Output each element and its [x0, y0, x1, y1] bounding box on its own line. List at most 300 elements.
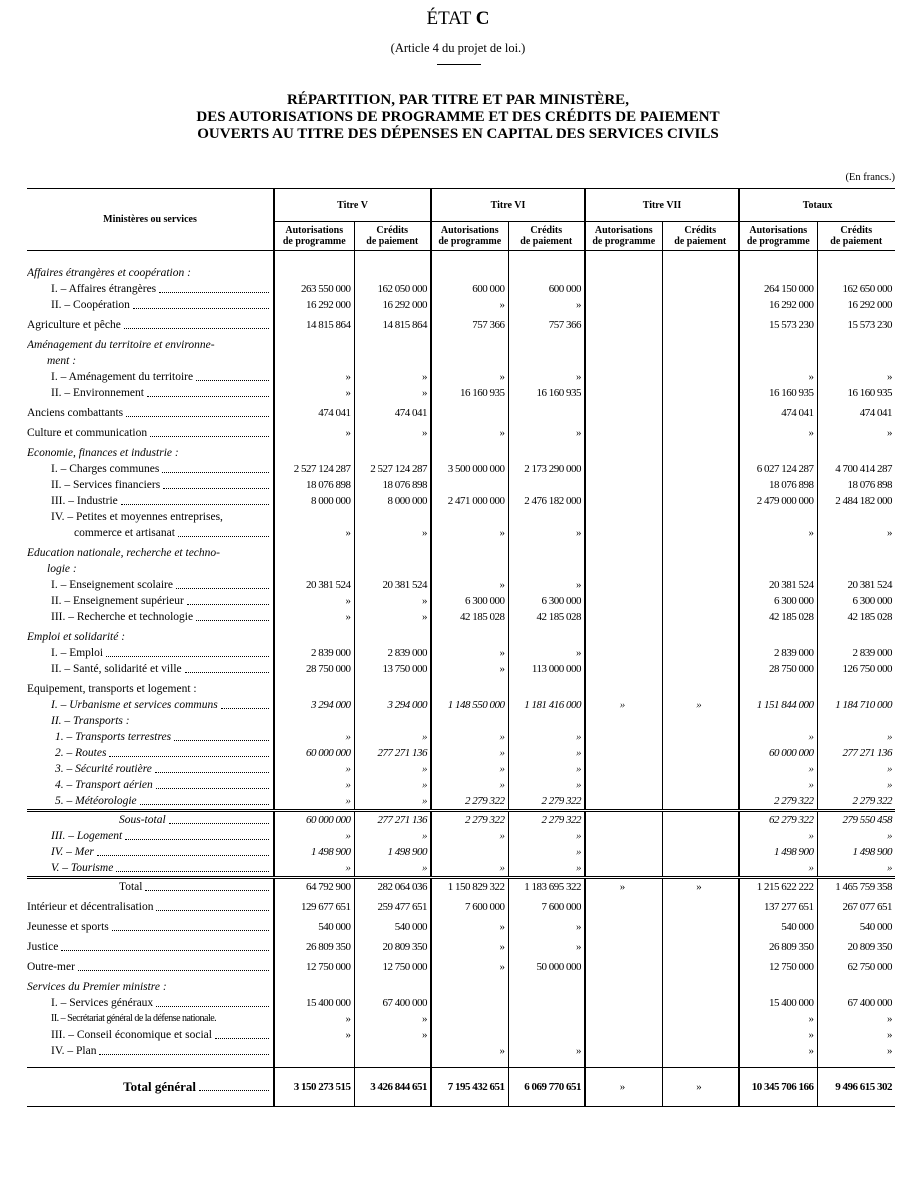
row-label — [27, 777, 273, 793]
value-cell — [585, 493, 662, 509]
header-line: Crédits — [530, 225, 563, 236]
row-label-cell — [27, 493, 274, 509]
value-cell: » — [508, 525, 585, 541]
row-label — [27, 681, 273, 697]
value-cell: 6 300 000 — [817, 593, 895, 609]
value-cell: 60 000 000 — [274, 811, 354, 829]
row-label-cell — [27, 353, 274, 369]
value-cell: 2 279 322 — [817, 793, 895, 811]
row-label — [27, 761, 273, 777]
value-cell — [585, 477, 662, 493]
value-cell — [662, 593, 739, 609]
value-cell: » — [508, 645, 585, 661]
value-cell: » — [354, 369, 431, 385]
table-row — [27, 844, 895, 860]
table-row — [27, 975, 895, 995]
value-cell: 62 750 000 — [817, 955, 895, 975]
row-label-text: III. – Recherche et technologie — [51, 611, 194, 623]
value-cell — [585, 860, 662, 878]
value-cell: » — [354, 761, 431, 777]
row-label — [27, 577, 273, 593]
value-cell: » — [739, 421, 817, 441]
value-cell: » — [739, 777, 817, 793]
value-cell — [662, 297, 739, 313]
value-cell — [739, 333, 817, 353]
table-row — [27, 477, 895, 493]
value-cell: 277 271 136 — [354, 811, 431, 829]
value-cell — [431, 251, 508, 282]
grand-total-value: 10 345 706 166 — [739, 1068, 817, 1107]
column-header-credits — [662, 222, 739, 251]
row-label-text: I. – Services généraux — [51, 997, 154, 1009]
value-cell: » — [817, 860, 895, 878]
value-cell: 20 809 350 — [354, 935, 431, 955]
value-cell: 2 479 000 000 — [739, 493, 817, 509]
value-cell — [274, 333, 354, 353]
row-label — [27, 385, 273, 401]
row-label-cell — [27, 955, 274, 975]
row-label-text: I. – Aménagement du territoire — [51, 371, 194, 383]
table-row — [27, 745, 895, 761]
value-cell: » — [354, 525, 431, 541]
value-cell — [662, 561, 739, 577]
value-cell: 757 366 — [431, 313, 508, 333]
dot-leader — [106, 656, 269, 657]
row-label-cell — [27, 541, 274, 561]
table-row — [27, 609, 895, 625]
table-row — [27, 401, 895, 421]
row-label — [27, 919, 273, 935]
value-cell: » — [817, 369, 895, 385]
row-label — [27, 959, 273, 975]
value-cell — [739, 713, 817, 729]
value-cell: 60 000 000 — [274, 745, 354, 761]
value-cell: 474 041 — [354, 401, 431, 421]
dot-leader — [116, 871, 269, 872]
column-header-credits — [354, 222, 431, 251]
value-cell: » — [274, 761, 354, 777]
spacer-row — [27, 1059, 895, 1068]
value-cell: 1 498 900 — [354, 844, 431, 860]
row-label-text: I. – Urbanisme et services communs — [51, 699, 218, 711]
row-label-text: Services du Premier ministre : — [27, 981, 167, 993]
value-cell — [585, 811, 662, 829]
row-label-cell — [27, 461, 274, 477]
value-cell — [585, 297, 662, 313]
value-cell: » — [274, 421, 354, 441]
row-label-text: II. – Santé, solidarité et ville — [51, 663, 182, 675]
unit-note: (En francs.) — [845, 172, 895, 183]
value-cell: 2 279 322 — [508, 811, 585, 829]
row-label-cell — [27, 1043, 274, 1059]
row-label-cell — [27, 745, 274, 761]
row-label-text: I. – Emploi — [51, 647, 104, 659]
table-row — [27, 1011, 895, 1027]
value-cell — [585, 251, 662, 282]
value-cell: 8 000 000 — [274, 493, 354, 509]
subtotal-row — [27, 811, 895, 829]
value-cell — [817, 333, 895, 353]
row-label — [27, 979, 273, 995]
value-cell — [508, 995, 585, 1011]
row-label-cell — [27, 625, 274, 645]
value-cell: » — [431, 369, 508, 385]
dot-leader — [99, 1054, 269, 1055]
table-row — [27, 333, 895, 353]
table-row — [27, 251, 895, 282]
value-cell — [662, 955, 739, 975]
value-cell: » — [431, 661, 508, 677]
row-label-text: Emploi et solidarité : — [27, 631, 126, 643]
value-cell: 2 279 322 — [508, 793, 585, 811]
row-label-cell — [27, 995, 274, 1011]
value-cell — [354, 541, 431, 561]
row-label-text: Justice — [27, 941, 59, 953]
row-label-cell — [27, 1011, 274, 1027]
row-label-cell — [27, 577, 274, 593]
value-cell — [662, 385, 739, 401]
value-cell: » — [508, 297, 585, 313]
value-cell — [508, 251, 585, 282]
header-line: Crédits — [684, 225, 717, 236]
dot-leader — [156, 788, 269, 789]
row-label-text: II. – Enseignement supérieur — [51, 595, 184, 607]
row-label — [27, 337, 273, 353]
value-cell: 126 750 000 — [817, 661, 895, 677]
value-cell — [662, 461, 739, 477]
etat-heading — [0, 8, 916, 30]
value-cell: 2 471 000 000 — [431, 493, 508, 509]
value-cell — [585, 777, 662, 793]
value-cell: » — [508, 844, 585, 860]
spacer-cell — [817, 1059, 895, 1068]
value-cell: 20 381 524 — [354, 577, 431, 593]
value-cell: » — [508, 761, 585, 777]
row-label-text: Jeunesse et sports — [27, 921, 109, 933]
value-cell: » — [508, 729, 585, 745]
row-label-cell — [27, 761, 274, 777]
value-cell: 26 809 350 — [274, 935, 354, 955]
value-cell — [585, 645, 662, 661]
value-cell: » — [662, 878, 739, 896]
etat-prefix: ÉTAT — [426, 8, 472, 29]
value-cell — [508, 677, 585, 697]
value-cell: 16 160 935 — [431, 385, 508, 401]
value-cell — [354, 561, 431, 577]
row-label-cell — [27, 593, 274, 609]
grand-total-value: » — [585, 1068, 662, 1107]
row-label-text: Equipement, transports et logement : — [27, 683, 197, 695]
dot-leader — [185, 672, 269, 673]
value-cell — [585, 661, 662, 677]
value-cell — [662, 1043, 739, 1059]
value-cell: » — [585, 878, 662, 896]
value-cell — [431, 477, 508, 493]
row-label-text: Sous-total — [119, 814, 166, 826]
value-cell — [431, 353, 508, 369]
value-cell: 20 809 350 — [817, 935, 895, 955]
value-cell: 26 809 350 — [739, 935, 817, 955]
value-cell: 42 185 028 — [431, 609, 508, 625]
value-cell: » — [739, 1027, 817, 1043]
value-cell — [662, 609, 739, 625]
value-cell: » — [431, 421, 508, 441]
row-label-text: logie : — [47, 563, 77, 575]
value-cell: 2 527 124 287 — [274, 461, 354, 477]
value-cell — [662, 493, 739, 509]
table-row — [27, 955, 895, 975]
value-cell — [431, 333, 508, 353]
value-cell: 1 465 759 358 — [817, 878, 895, 896]
row-label-text: Economie, finances et industrie : — [27, 447, 179, 459]
value-cell — [354, 509, 431, 525]
row-label-text: IV. – Plan — [51, 1045, 97, 1057]
value-cell: » — [274, 385, 354, 401]
value-cell — [662, 793, 739, 811]
value-cell: » — [817, 1011, 895, 1027]
row-label-text: I. – Enseignement scolaire — [51, 579, 173, 591]
value-cell — [585, 955, 662, 975]
value-cell — [354, 441, 431, 461]
row-label — [27, 629, 273, 645]
value-cell — [354, 975, 431, 995]
value-cell: » — [431, 860, 508, 878]
value-cell — [274, 625, 354, 645]
value-cell — [662, 713, 739, 729]
value-cell — [817, 441, 895, 461]
value-cell — [354, 333, 431, 353]
value-cell: » — [354, 828, 431, 844]
spacer-cell — [739, 1059, 817, 1068]
value-cell: 2 527 124 287 — [354, 461, 431, 477]
spacer-cell — [431, 1059, 508, 1068]
row-label-text: 3. – Sécurité routière — [55, 763, 152, 775]
header-line: Crédits — [376, 225, 409, 236]
value-cell — [817, 561, 895, 577]
value-cell — [431, 441, 508, 461]
value-cell: 20 381 524 — [739, 577, 817, 593]
value-cell: 137 277 651 — [739, 895, 817, 915]
value-cell: 28 750 000 — [739, 661, 817, 677]
grand-total-row — [27, 1068, 895, 1107]
value-cell: 2 839 000 — [274, 645, 354, 661]
table-row — [27, 1043, 895, 1059]
value-cell: 282 064 036 — [354, 878, 431, 896]
row-label-text: Aménagement du territoire et environne- — [27, 339, 215, 351]
value-cell — [585, 281, 662, 297]
row-label-cell — [27, 975, 274, 995]
row-label — [27, 281, 273, 297]
value-cell: 757 366 — [508, 313, 585, 333]
value-cell: 540 000 — [274, 915, 354, 935]
grand-total-value: 3 150 273 515 — [274, 1068, 354, 1107]
row-label-cell — [27, 313, 274, 333]
column-header-credits — [508, 222, 585, 251]
value-cell: 2 279 322 — [431, 793, 508, 811]
value-cell — [662, 525, 739, 541]
value-cell — [585, 895, 662, 915]
value-cell — [662, 661, 739, 677]
row-label-cell — [27, 441, 274, 461]
value-cell: 20 381 524 — [817, 577, 895, 593]
value-cell — [585, 461, 662, 477]
value-cell — [508, 353, 585, 369]
value-cell: » — [431, 297, 508, 313]
value-cell: 6 300 000 — [508, 593, 585, 609]
table-row — [27, 441, 895, 461]
table-row — [27, 421, 895, 441]
value-cell: » — [508, 577, 585, 593]
value-cell: » — [354, 385, 431, 401]
column-header-autorisations — [585, 222, 662, 251]
grand-total-value: 9 496 615 302 — [817, 1068, 895, 1107]
value-cell: » — [739, 1043, 817, 1059]
value-cell: » — [274, 777, 354, 793]
column-header-autorisations — [739, 222, 817, 251]
dot-leader — [155, 772, 269, 773]
row-label-text: V. – Tourisme — [51, 862, 114, 874]
value-cell — [585, 561, 662, 577]
row-label-cell — [27, 793, 274, 811]
row-label-cell — [27, 895, 274, 915]
value-cell — [662, 441, 739, 461]
value-cell: 263 550 000 — [274, 281, 354, 297]
dot-leader — [199, 1090, 269, 1091]
value-cell — [662, 975, 739, 995]
value-cell: » — [354, 1011, 431, 1027]
grand-total-value: 7 195 432 651 — [431, 1068, 508, 1107]
row-label-text: Total — [119, 881, 143, 893]
value-cell — [739, 625, 817, 645]
value-cell: » — [431, 525, 508, 541]
table-row — [27, 915, 895, 935]
value-cell — [585, 353, 662, 369]
value-cell — [739, 251, 817, 282]
row-label — [27, 405, 273, 421]
row-label-text: IV. – Mer — [51, 846, 94, 858]
row-label-cell — [27, 509, 274, 525]
value-cell: 7 600 000 — [431, 895, 508, 915]
value-cell: 1 498 900 — [274, 844, 354, 860]
value-cell: 67 400 000 — [817, 995, 895, 1011]
value-cell — [739, 975, 817, 995]
dot-leader — [159, 292, 269, 293]
value-cell — [274, 561, 354, 577]
table-row — [27, 793, 895, 811]
dot-leader — [147, 396, 269, 397]
value-cell: » — [508, 745, 585, 761]
value-cell: 16 160 935 — [817, 385, 895, 401]
value-cell — [739, 441, 817, 461]
value-cell — [508, 561, 585, 577]
row-label-text: IV. – Petites et moyennes entreprises, — [51, 511, 223, 523]
value-cell — [662, 844, 739, 860]
budget-table — [27, 188, 895, 1107]
dot-leader — [187, 604, 269, 605]
row-label-text: 2. – Routes — [55, 747, 107, 759]
row-label-cell — [27, 333, 274, 353]
table-row — [27, 697, 895, 713]
row-label — [27, 1027, 273, 1043]
dot-leader — [156, 1006, 269, 1007]
dot-leader — [150, 436, 269, 437]
row-label-cell — [27, 401, 274, 421]
value-cell: 60 000 000 — [739, 745, 817, 761]
row-label-cell — [27, 713, 274, 729]
header-line: de programme — [592, 236, 656, 247]
table-row — [27, 593, 895, 609]
dot-leader — [121, 504, 269, 505]
table-row — [27, 828, 895, 844]
value-cell — [585, 761, 662, 777]
column-header-ministeres: Ministères ou services — [27, 189, 274, 251]
row-label-text: II. – Coopération — [51, 299, 130, 311]
value-cell — [662, 477, 739, 493]
value-cell: 28 750 000 — [274, 661, 354, 677]
row-label — [27, 729, 273, 745]
value-cell — [274, 353, 354, 369]
value-cell — [585, 935, 662, 955]
header-line: Autorisations — [285, 225, 344, 236]
value-cell: 42 185 028 — [817, 609, 895, 625]
row-label-cell — [27, 860, 274, 878]
value-cell — [274, 975, 354, 995]
row-label-cell — [27, 828, 274, 844]
value-cell — [508, 401, 585, 421]
value-cell — [431, 713, 508, 729]
header-line: Autorisations — [749, 225, 808, 236]
value-cell: 16 160 935 — [739, 385, 817, 401]
value-cell — [274, 713, 354, 729]
value-cell: 64 792 900 — [274, 878, 354, 896]
value-cell: 16 292 000 — [274, 297, 354, 313]
value-cell: » — [508, 915, 585, 935]
header-line: Autorisations — [594, 225, 653, 236]
value-cell: » — [274, 593, 354, 609]
value-cell — [508, 333, 585, 353]
value-cell — [662, 369, 739, 385]
value-cell: 540 000 — [817, 915, 895, 935]
value-cell: 600 000 — [431, 281, 508, 297]
dot-leader — [178, 536, 269, 537]
value-cell: 67 400 000 — [354, 995, 431, 1011]
table-row — [27, 577, 895, 593]
row-label-text: Agriculture et pêche — [27, 319, 121, 331]
spacer-cell — [585, 1059, 662, 1068]
value-cell — [431, 401, 508, 421]
row-label — [27, 939, 273, 955]
value-cell — [431, 1011, 508, 1027]
value-cell — [354, 1043, 431, 1059]
value-cell — [585, 333, 662, 353]
value-cell: 162 050 000 — [354, 281, 431, 297]
value-cell: » — [817, 729, 895, 745]
value-cell — [817, 251, 895, 282]
value-cell — [354, 677, 431, 697]
value-cell — [354, 353, 431, 369]
row-label-text: II. – Transports : — [51, 715, 130, 727]
value-cell — [431, 844, 508, 860]
dot-leader — [169, 823, 269, 824]
value-cell: 540 000 — [354, 915, 431, 935]
dot-leader — [109, 756, 269, 757]
title-line: OUVERTS AU TITRE DES DÉPENSES EN CAPITAL DES SERVICES CIVILS — [197, 126, 719, 142]
dot-leader — [163, 488, 269, 489]
column-group-titre-v: Titre V — [274, 189, 431, 222]
grand-total-label: Total général — [123, 1079, 196, 1094]
value-cell — [585, 401, 662, 421]
row-label-text: commerce et artisanat — [74, 527, 175, 539]
